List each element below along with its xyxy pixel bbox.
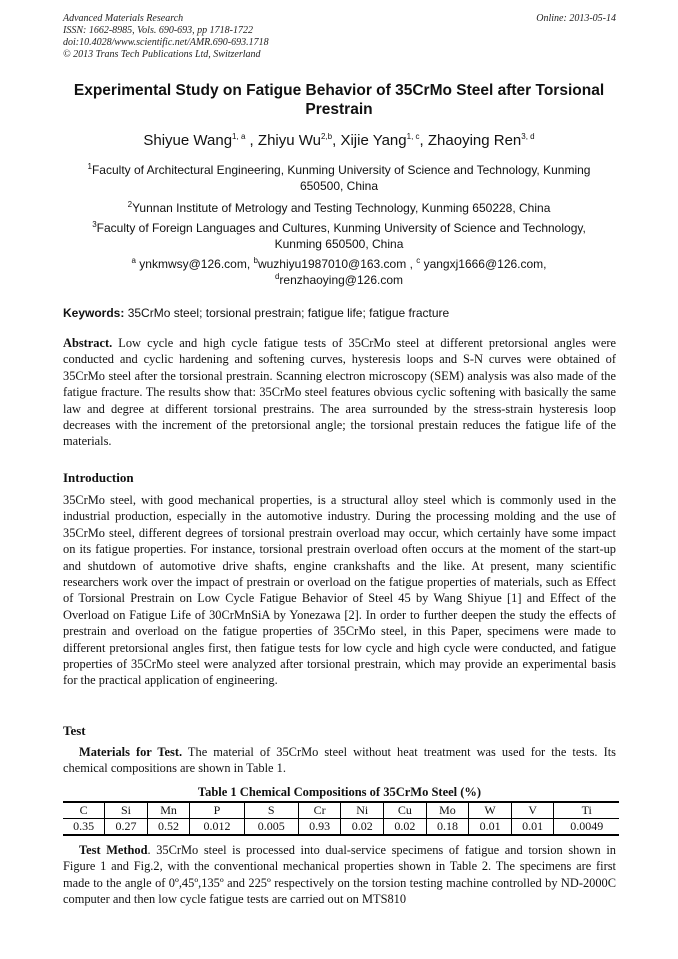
author-sup: 1, c [406, 132, 420, 141]
email-d[interactable]: renzhaoying@126.com [279, 272, 404, 287]
table-cell: 0.52 [147, 819, 190, 836]
email-sup: b [253, 256, 258, 265]
table-cell: 0.93 [298, 819, 341, 836]
table1-caption: Table 1 Chemical Compositions of 35CrMo Steel (%) [197, 785, 482, 799]
affiliation-sup: 1 [87, 162, 92, 171]
email-list [70, 257, 608, 288]
table-header-cell: V [511, 802, 554, 819]
affiliation-sup: 2 [127, 200, 133, 209]
test-method-paragraph [63, 842, 616, 908]
table-cell: 0.27 [105, 819, 148, 836]
table-header-cell: Ti [554, 802, 619, 819]
test-method-text: . 35CrMo steel is processed into dual-service specimens of fatigue and torsion shown in Figure 1 and Fig.2, with the conventional mechanical properties shown in Table 2. The specimens are first made to the angle of 0º,45º,135º and 225º respectively on the torsion testing machine controlled by ND-2000C computer and then low cycle fatigue tests are carried out on MTS810 [63, 843, 616, 907]
table-cell: 0.02 [341, 819, 384, 836]
abstract-label: Abstract. [63, 336, 113, 350]
table-header-cell: Cr [298, 802, 341, 819]
email-a[interactable]: ynkmwsy@126.com, [139, 257, 254, 271]
paper-title: Experimental Study on Fatigue Behavior of 35CrMo Steel after Torsional Prestrain [73, 82, 605, 118]
table-cell: 0.01 [469, 819, 512, 836]
table-header-cell: Cu [384, 802, 427, 819]
table-cell: 0.012 [190, 819, 244, 836]
table1-header-row [63, 802, 619, 819]
email-sup: c [416, 256, 421, 265]
online-date: Online: 2013-05-14 [536, 13, 616, 24]
author-separator: , [419, 132, 428, 149]
affiliation-3 [70, 221, 608, 252]
author-separator: , [245, 132, 258, 149]
table-header-cell: Mo [426, 802, 469, 819]
keywords-label: Keywords: [63, 306, 125, 320]
abstract [63, 335, 616, 450]
table-cell: 0.18 [426, 819, 469, 836]
author-sup: 2,b [320, 132, 333, 141]
doi-line: doi:10.4028/www.scientific.net/AMR.690-693.1718 [63, 37, 269, 48]
keywords [63, 306, 615, 320]
issn-line: ISSN: 1662-8985, Vols. 690-693, pp 1718-1722 [63, 25, 253, 36]
table-header-cell: C [63, 802, 105, 819]
affiliation-1 [70, 163, 608, 194]
affiliation-text: Faculty of Foreign Languages and Cultures, Kunming University of Science and Technology, Kunming 650500, China [96, 221, 586, 251]
affiliation-2 [70, 201, 608, 217]
author-name: Zhaoying Ren [427, 132, 522, 149]
table-header-cell: W [469, 802, 512, 819]
test-method-label: Test Method [79, 843, 148, 857]
table1 [63, 801, 619, 836]
table-header-cell: Si [105, 802, 148, 819]
email-c[interactable]: yangxj1666@126.com, [423, 257, 547, 271]
keywords-text: 35CrMo steel; torsional prestrain; fatigue life; fatigue fracture [127, 306, 450, 320]
journal-name: Advanced Materials Research [63, 13, 184, 24]
journal-header [63, 13, 269, 61]
author-sup: 3, d [521, 132, 535, 141]
table-cell: 0.02 [384, 819, 427, 836]
table-cell: 0.01 [511, 819, 554, 836]
materials-label: Materials for Test. [79, 745, 183, 759]
affiliation-text: Yunnan Institute of Metrology and Testing Technology, Kunming 650228, China [132, 201, 551, 215]
affiliation-sup: 3 [92, 220, 97, 229]
copyright-line: © 2013 Trans Tech Publications Ltd, Switzerland [63, 49, 261, 60]
table-cell: 0.0049 [554, 819, 619, 836]
author-name: Zhiyu Wu [257, 132, 321, 149]
introduction-text: 35CrMo steel, with good mechanical properties, is a structural alloy steel which is commonly used in the industrial production, especially in the automotive industry. During the processing molding and the use of 35CrMo steel, different degrees of torsional prestrain overload may occur, which certainly have some impact on its fatigue properties. For instance, torsional prestrain overload often occurs at the moment of the start-up and shutdown of automotive drive shafts, engine crankshafts and the like. At present, many scientific researchers work over the impact of prestrain or overload on the fatigue properties of materials, such as Effect of Torsional Prestrain on Low Cycle Fatigue Behavior of Steel 45 by Wang Shiyue [1] and Effect of the Overload on Fatigue Life of 30CrMnSiA by Yonezawa [2]. In order to further deepen the study the effects of prestrain and overload on the fatigue properties of 35CrMo steel, in this Paper, specimens were made to different pretorsional angles first, then fatigue tests for low cycle and high cycle were conducted, and fatigue properties of 35CrMo steel were analyzed after torsional prestrain, which may provide an experimental basis for the practical application of engineering. [63, 493, 616, 688]
email-sup: d [274, 271, 280, 281]
author-separator: , [332, 132, 341, 149]
affiliation-text: Faculty of Architectural Engineering, Kunming University of Science and Technology, Kunming 650500, China [91, 163, 591, 193]
table-header-cell: S [244, 802, 298, 819]
author-list [60, 131, 618, 151]
author-name: Shiyue Wang [143, 132, 233, 149]
author-sup: 1, a [232, 132, 246, 141]
email-sup: a [131, 256, 136, 265]
materials-paragraph [63, 744, 616, 777]
email-b[interactable]: wuzhiyu1987010@163.com , [257, 257, 417, 271]
table-header-cell: P [190, 802, 244, 819]
author-name: Xijie Yang [340, 132, 407, 149]
materials-text: The material of 35CrMo steel without heat treatment was used for the tests. Its chemical compositions are shown in Table 1. [63, 745, 616, 776]
table1-value-row [63, 819, 619, 836]
table-header-cell: Mn [147, 802, 190, 819]
introduction-heading: Introduction [63, 470, 134, 485]
test-heading: Test [63, 723, 86, 738]
table-cell: 0.005 [244, 819, 298, 836]
table-header-cell: Ni [341, 802, 384, 819]
table-cell: 0.35 [63, 819, 105, 836]
abstract-text: Low cycle and high cycle fatigue tests of 35CrMo steel at different pretorsional angles were conducted and cyclic hardening and softening curves, hysteresis loops and S-N curves were obtained of 35CrMo steel after the torsional prestrain. Scanning electron microscopy (SEM) analysis was also made of the fatigue fracture. The results show that: 35CrMo steel features obvious cyclic softening with basically the same law and degree at different torsional prestrains. The area surrounded by the stress-strain hysteresis loop decreases with the increment of the pretorsional angle; the torsional prestain reduces the fatigue life of the materials. [63, 336, 616, 449]
